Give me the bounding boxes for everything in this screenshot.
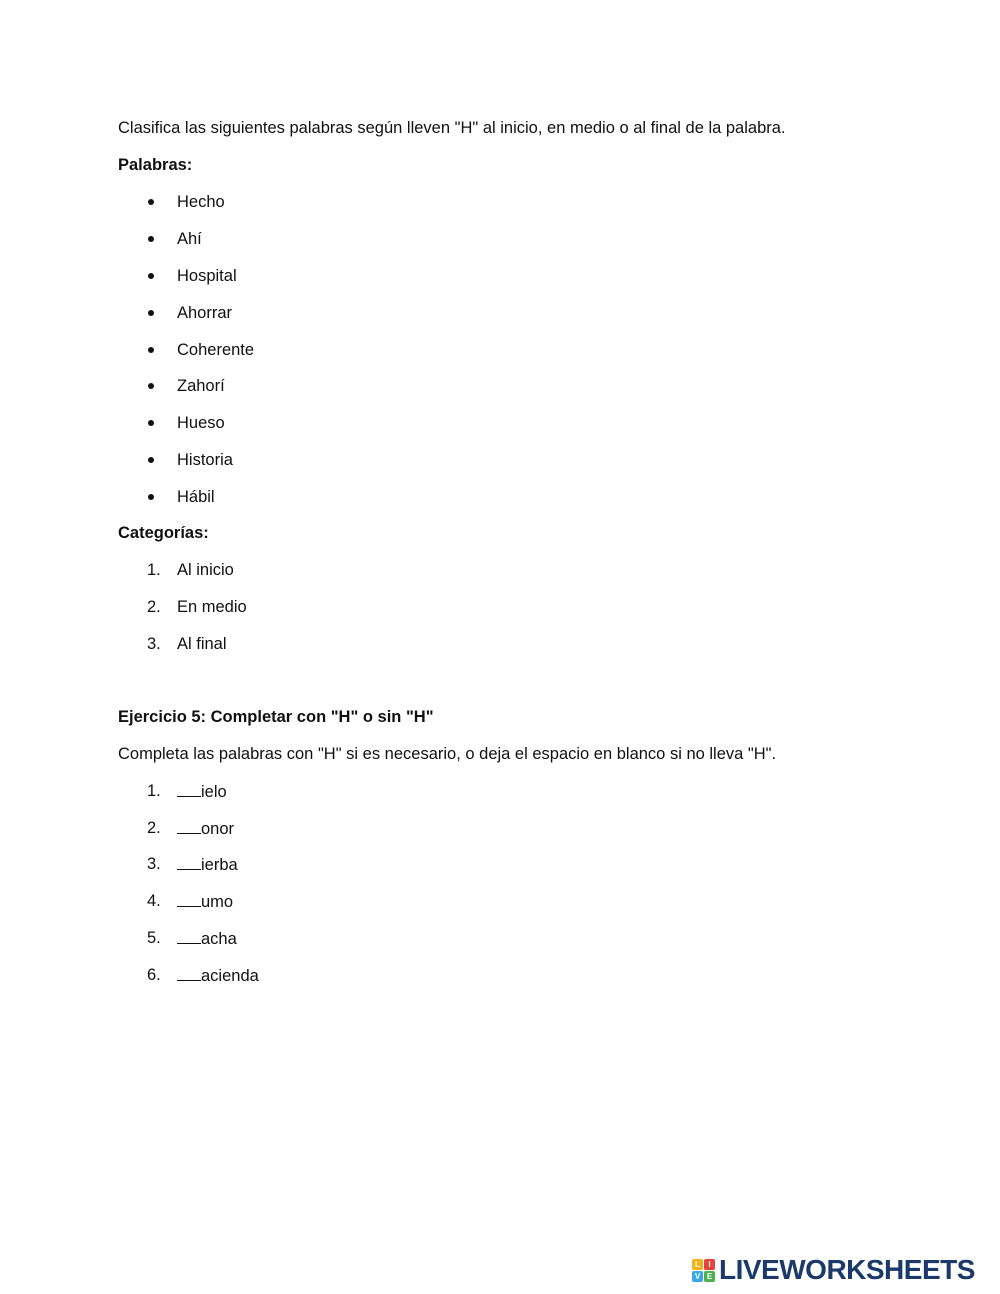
bullet-icon xyxy=(148,199,154,205)
intro-text: Clasifica las siguientes palabras según lleven "H" al inicio, en medio o al final de la palabra. xyxy=(118,119,786,137)
word-suffix: onor xyxy=(201,820,235,838)
bullet-icon xyxy=(148,273,154,279)
word-label: Hábil xyxy=(177,488,215,506)
blank-input[interactable] xyxy=(177,891,201,907)
word-label: Hueso xyxy=(177,414,225,432)
category-label: En medio xyxy=(177,598,247,616)
word-suffix: acienda xyxy=(201,967,259,985)
bullet-icon xyxy=(148,236,154,242)
item-number: 2. xyxy=(147,819,161,837)
item-number: 2. xyxy=(147,598,161,616)
word-label: Coherente xyxy=(177,341,255,359)
item-number: 3. xyxy=(147,635,161,653)
bullet-icon xyxy=(148,310,154,316)
fill-item xyxy=(177,891,233,912)
fill-item xyxy=(177,965,259,986)
bullet-icon xyxy=(148,347,154,353)
blank-input[interactable] xyxy=(177,928,201,944)
category-label: Al inicio xyxy=(177,561,234,579)
blank-input[interactable] xyxy=(177,818,201,834)
exercise-instruction: Completa las palabras con "H" si es necesario, o deja el espacio en blanco si no lleva "H". xyxy=(118,745,777,763)
blank-input[interactable] xyxy=(177,781,201,797)
fill-item xyxy=(177,928,237,949)
word-label: Ahorrar xyxy=(177,304,233,322)
fill-item xyxy=(177,854,238,875)
categories-heading: Categorías: xyxy=(118,524,209,542)
fill-item xyxy=(177,781,227,802)
bullet-icon xyxy=(148,420,154,426)
exercise-title: Ejercicio 5: Completar con "H" o sin "H" xyxy=(118,708,434,726)
word-label: Ahí xyxy=(177,230,202,248)
word-suffix: ielo xyxy=(201,783,227,801)
word-label: Zahorí xyxy=(177,377,225,395)
item-number: 1. xyxy=(147,561,161,579)
word-label: Historia xyxy=(177,451,233,469)
item-number: 5. xyxy=(147,929,161,947)
bullet-icon xyxy=(148,457,154,463)
word-label: Hospital xyxy=(177,267,237,285)
item-number: 3. xyxy=(147,855,161,873)
words-heading: Palabras: xyxy=(118,156,193,174)
item-number: 1. xyxy=(147,782,161,800)
liveworksheets-logo xyxy=(692,1255,975,1285)
word-label: Hecho xyxy=(177,193,225,211)
logo-mark-icon: L I V E xyxy=(692,1259,715,1282)
blank-input[interactable] xyxy=(177,965,201,981)
fill-item xyxy=(177,818,234,839)
bullet-icon xyxy=(148,383,154,389)
word-suffix: acha xyxy=(201,930,237,948)
blank-input[interactable] xyxy=(177,854,201,870)
word-suffix: ierba xyxy=(201,856,238,874)
category-label: Al final xyxy=(177,635,227,653)
item-number: 4. xyxy=(147,892,161,910)
logo-text: LIVEWORKSHEETS xyxy=(719,1254,975,1285)
word-suffix: umo xyxy=(201,893,234,911)
item-number: 6. xyxy=(147,966,161,984)
bullet-icon xyxy=(148,494,154,500)
